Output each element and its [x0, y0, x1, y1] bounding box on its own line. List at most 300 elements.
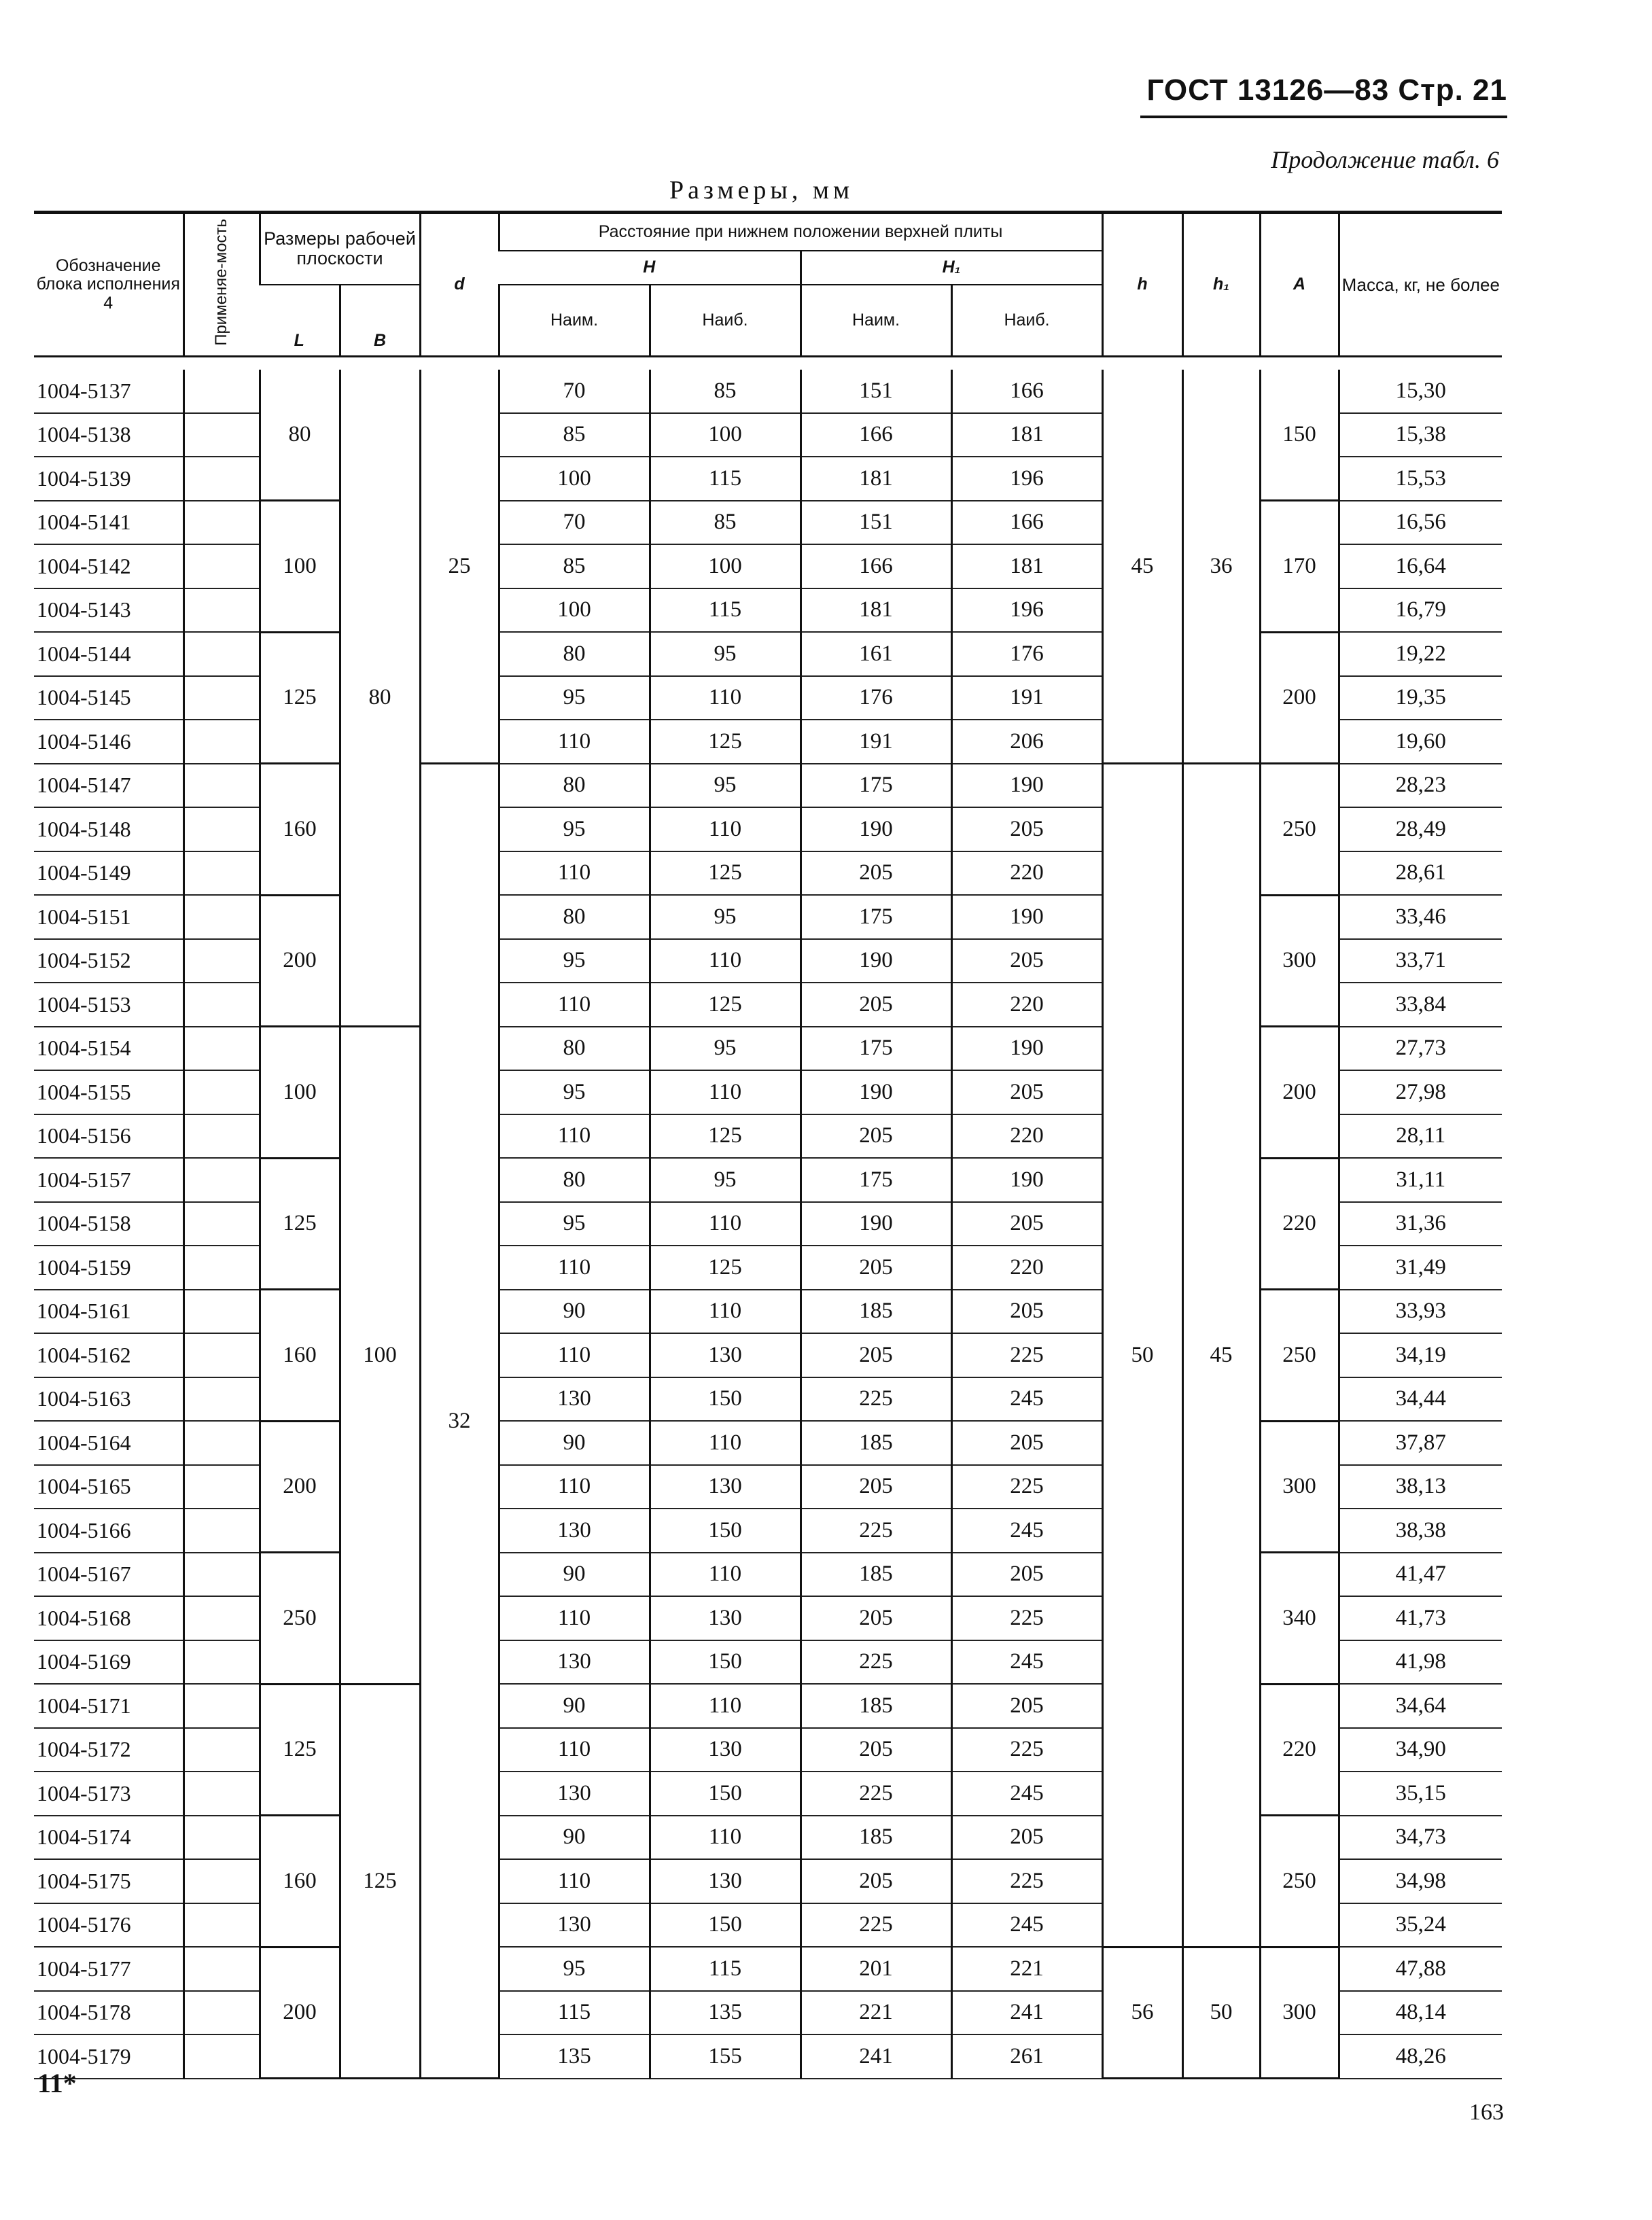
footer-signature-mark: 11* [37, 2068, 77, 2098]
cell-H1-max: 176 [951, 632, 1102, 676]
cell-applicability [183, 1991, 260, 2035]
cell-H-min: 130 [499, 1509, 650, 1553]
cell-mass: 19,35 [1339, 676, 1502, 720]
cell-H-max: 130 [650, 1333, 801, 1377]
cell-mass: 28,49 [1339, 807, 1502, 851]
cell-designation: 1004-5151 [34, 895, 183, 939]
cell-designation: 1004-5156 [34, 1114, 183, 1159]
cell-mass: 15,53 [1339, 457, 1502, 501]
cell-designation: 1004-5152 [34, 939, 183, 983]
col-designation: Обозначение блока исполнения 4 [34, 213, 183, 357]
cell-designation: 1004-5138 [34, 413, 183, 457]
cell-L: 250 [260, 1553, 340, 1685]
cell-H1-max: 245 [951, 1903, 1102, 1948]
cell-H1-max: 205 [951, 939, 1102, 983]
cell-L: 200 [260, 1947, 340, 2079]
cell-applicability [183, 1027, 260, 1071]
cell-H-max: 110 [650, 1553, 801, 1597]
cell-mass: 38,38 [1339, 1509, 1502, 1553]
cell-H-min: 130 [499, 1772, 650, 1816]
table-body [34, 357, 1502, 2079]
col-applicability-label: Применяе-мость [211, 219, 230, 347]
table-continuation-label: Продолжение табл. 6 [1271, 146, 1499, 173]
table-row [34, 370, 1502, 413]
cell-applicability [183, 1421, 260, 1465]
cell-A: 250 [1260, 1816, 1339, 1948]
cell-H1-max: 205 [951, 807, 1102, 851]
cell-designation: 1004-5143 [34, 588, 183, 633]
cell-applicability [183, 1772, 260, 1816]
col-B: B [340, 285, 420, 357]
cell-h1: 36 [1182, 370, 1260, 764]
cell-H1-min: 166 [801, 413, 951, 457]
cell-H1-max: 245 [951, 1640, 1102, 1685]
col-H-max: Наиб. [650, 285, 801, 357]
col-L: L [260, 285, 340, 357]
cell-L: 200 [260, 895, 340, 1027]
cell-H-min: 80 [499, 1158, 650, 1202]
cell-H1-min: 241 [801, 2034, 951, 2079]
cell-H-min: 110 [499, 1114, 650, 1159]
cell-mass: 34,90 [1339, 1728, 1502, 1772]
cell-H-min: 130 [499, 1377, 650, 1422]
table-row [34, 632, 1502, 676]
cell-H1-min: 175 [801, 1027, 951, 1071]
cell-mass: 28,61 [1339, 851, 1502, 896]
col-H-min: Наим. [499, 285, 650, 357]
cell-H-max: 125 [650, 1114, 801, 1159]
cell-designation: 1004-5158 [34, 1202, 183, 1246]
cell-designation: 1004-5178 [34, 1991, 183, 2035]
cell-H-max: 150 [650, 1772, 801, 1816]
cell-applicability [183, 1290, 260, 1334]
cell-applicability [183, 1333, 260, 1377]
cell-H-min: 85 [499, 544, 650, 588]
cell-H1-min: 190 [801, 1070, 951, 1114]
cell-applicability [183, 720, 260, 764]
col-A: A [1260, 213, 1339, 357]
cell-L: 125 [260, 1684, 340, 1816]
cell-mass: 28,11 [1339, 1114, 1502, 1159]
cell-applicability [183, 1947, 260, 1991]
cell-applicability [183, 1070, 260, 1114]
cell-designation: 1004-5171 [34, 1684, 183, 1728]
cell-H-min: 110 [499, 1465, 650, 1509]
cell-designation: 1004-5173 [34, 1772, 183, 1816]
cell-H-max: 130 [650, 1465, 801, 1509]
cell-mass: 31,11 [1339, 1158, 1502, 1202]
cell-designation: 1004-5164 [34, 1421, 183, 1465]
cell-H-max: 115 [650, 1947, 801, 1991]
cell-H1-max: 205 [951, 1070, 1102, 1114]
cell-applicability [183, 1377, 260, 1422]
cell-applicability [183, 588, 260, 633]
cell-A: 300 [1260, 895, 1339, 1027]
cell-H-min: 80 [499, 764, 650, 808]
cell-H1-min: 201 [801, 1947, 951, 1991]
cell-applicability [183, 2034, 260, 2079]
cell-H-max: 110 [650, 807, 801, 851]
table-row [34, 1684, 1502, 1728]
cell-H-min: 90 [499, 1553, 650, 1597]
cell-H-max: 155 [650, 2034, 801, 2079]
cell-H1-min: 175 [801, 1158, 951, 1202]
cell-H-min: 110 [499, 1596, 650, 1640]
cell-H1-max: 225 [951, 1465, 1102, 1509]
col-H1-min: Наим. [801, 285, 951, 357]
col-distance: Расстояние при нижнем положении верхней плиты [499, 213, 1102, 251]
cell-mass: 37,87 [1339, 1421, 1502, 1465]
page-number: 163 [1469, 2100, 1504, 2125]
cell-H1-min: 225 [801, 1509, 951, 1553]
cell-mass: 41,47 [1339, 1553, 1502, 1597]
cell-H-max: 150 [650, 1509, 801, 1553]
cell-H-max: 110 [650, 676, 801, 720]
cell-designation: 1004-5159 [34, 1246, 183, 1290]
cell-H1-min: 225 [801, 1903, 951, 1948]
cell-H-max: 110 [650, 1816, 801, 1860]
cell-mass: 34,44 [1339, 1377, 1502, 1422]
cell-mass: 47,88 [1339, 1947, 1502, 1991]
cell-designation: 1004-5168 [34, 1596, 183, 1640]
cell-H-max: 95 [650, 895, 801, 939]
cell-H1-max: 220 [951, 851, 1102, 896]
cell-H1-min: 205 [801, 1596, 951, 1640]
cell-H-min: 70 [499, 370, 650, 413]
page-header-title: ГОСТ 13126—83 Стр. 21 [1146, 73, 1507, 107]
cell-H-max: 100 [650, 413, 801, 457]
table-row [34, 764, 1502, 808]
table-row [34, 1027, 1502, 1071]
cell-A: 250 [1260, 1290, 1339, 1422]
cell-mass: 16,64 [1339, 544, 1502, 588]
cell-A: 300 [1260, 1421, 1339, 1553]
cell-H1-max: 181 [951, 544, 1102, 588]
cell-H-max: 110 [650, 1684, 801, 1728]
col-applicability [183, 213, 260, 357]
cell-B: 100 [340, 1027, 420, 1685]
cell-applicability [183, 851, 260, 896]
cell-h: 50 [1102, 764, 1182, 1948]
cell-mass: 41,98 [1339, 1640, 1502, 1685]
cell-mass: 33,71 [1339, 939, 1502, 983]
cell-H1-min: 225 [801, 1772, 951, 1816]
cell-H1-max: 196 [951, 588, 1102, 633]
cell-H-min: 95 [499, 807, 650, 851]
cell-L: 200 [260, 1421, 340, 1553]
cell-L: 160 [260, 764, 340, 896]
cell-H1-min: 205 [801, 1246, 951, 1290]
cell-designation: 1004-5157 [34, 1158, 183, 1202]
cell-H-max: 95 [650, 764, 801, 808]
cell-H-min: 110 [499, 851, 650, 896]
cell-H-max: 95 [650, 1027, 801, 1071]
cell-mass: 33,93 [1339, 1290, 1502, 1334]
cell-H1-min: 205 [801, 1859, 951, 1903]
cell-mass: 15,38 [1339, 413, 1502, 457]
cell-B: 80 [340, 370, 420, 1027]
cell-H-max: 125 [650, 983, 801, 1027]
cell-applicability [183, 501, 260, 545]
table-row [34, 895, 1502, 939]
cell-applicability [183, 1246, 260, 1290]
cell-H1-max: 225 [951, 1728, 1102, 1772]
cell-H-max: 125 [650, 1246, 801, 1290]
cell-H-max: 110 [650, 1070, 801, 1114]
cell-applicability [183, 457, 260, 501]
cell-H1-min: 175 [801, 895, 951, 939]
cell-H-max: 110 [650, 1290, 801, 1334]
cell-h: 56 [1102, 1947, 1182, 2079]
cell-designation: 1004-5163 [34, 1377, 183, 1422]
cell-A: 200 [1260, 632, 1339, 764]
cell-A: 340 [1260, 1553, 1339, 1685]
cell-H1-min: 185 [801, 1816, 951, 1860]
cell-designation: 1004-5179 [34, 2034, 183, 2079]
cell-H1-max: 190 [951, 1158, 1102, 1202]
cell-H-min: 80 [499, 1027, 650, 1071]
cell-applicability [183, 1859, 260, 1903]
cell-applicability [183, 807, 260, 851]
cell-H-max: 115 [650, 588, 801, 633]
cell-H-min: 95 [499, 676, 650, 720]
cell-H1-max: 190 [951, 895, 1102, 939]
cell-L: 125 [260, 632, 340, 764]
cell-H-min: 90 [499, 1816, 650, 1860]
cell-designation: 1004-5144 [34, 632, 183, 676]
cell-designation: 1004-5153 [34, 983, 183, 1027]
cell-H1-min: 151 [801, 370, 951, 413]
cell-designation: 1004-5148 [34, 807, 183, 851]
cell-h1: 45 [1182, 764, 1260, 1948]
cell-designation: 1004-5141 [34, 501, 183, 545]
cell-H-min: 90 [499, 1684, 650, 1728]
table-row [34, 1816, 1502, 1860]
cell-applicability [183, 544, 260, 588]
cell-H-min: 70 [499, 501, 650, 545]
cell-H-min: 95 [499, 939, 650, 983]
cell-H1-max: 205 [951, 1290, 1102, 1334]
col-d: d [420, 213, 499, 357]
cell-mass: 35,15 [1339, 1772, 1502, 1816]
cell-H-min: 130 [499, 1640, 650, 1685]
cell-H1-min: 161 [801, 632, 951, 676]
cell-designation: 1004-5162 [34, 1333, 183, 1377]
cell-A: 220 [1260, 1158, 1339, 1290]
cell-L: 160 [260, 1816, 340, 1948]
cell-H-max: 110 [650, 1202, 801, 1246]
cell-H-max: 130 [650, 1728, 801, 1772]
cell-H1-max: 191 [951, 676, 1102, 720]
cell-applicability [183, 1596, 260, 1640]
cell-H1-min: 191 [801, 720, 951, 764]
cell-mass: 34,64 [1339, 1684, 1502, 1728]
cell-H-max: 150 [650, 1903, 801, 1948]
cell-H1-min: 225 [801, 1377, 951, 1422]
cell-H-max: 85 [650, 501, 801, 545]
cell-H-min: 80 [499, 895, 650, 939]
cell-mass: 38,13 [1339, 1465, 1502, 1509]
cell-applicability [183, 1465, 260, 1509]
cell-mass: 16,79 [1339, 588, 1502, 633]
cell-mass: 48,26 [1339, 2034, 1502, 2079]
cell-designation: 1004-5161 [34, 1290, 183, 1334]
cell-applicability [183, 1816, 260, 1860]
col-h1: h₁ [1182, 213, 1260, 357]
cell-H1-min: 205 [801, 1728, 951, 1772]
cell-H1-min: 185 [801, 1421, 951, 1465]
cell-H1-max: 206 [951, 720, 1102, 764]
cell-H1-min: 151 [801, 501, 951, 545]
cell-H1-min: 190 [801, 1202, 951, 1246]
cell-H1-max: 205 [951, 1553, 1102, 1597]
cell-mass: 27,73 [1339, 1027, 1502, 1071]
cell-A: 220 [1260, 1684, 1339, 1816]
cell-applicability [183, 764, 260, 808]
cell-H-max: 125 [650, 720, 801, 764]
cell-designation: 1004-5149 [34, 851, 183, 896]
cell-designation: 1004-5154 [34, 1027, 183, 1071]
cell-A: 250 [1260, 764, 1339, 896]
cell-designation: 1004-5146 [34, 720, 183, 764]
cell-d: 25 [420, 370, 499, 764]
cell-H1-max: 190 [951, 1027, 1102, 1071]
cell-L: 160 [260, 1290, 340, 1422]
cell-h1: 50 [1182, 1947, 1260, 2079]
table-row [34, 1947, 1502, 1991]
cell-H-min: 80 [499, 632, 650, 676]
cell-H1-min: 190 [801, 939, 951, 983]
cell-designation: 1004-5169 [34, 1640, 183, 1685]
cell-A: 170 [1260, 501, 1339, 633]
cell-H-min: 90 [499, 1290, 650, 1334]
cell-H1-min: 185 [801, 1553, 951, 1597]
cell-H1-max: 220 [951, 1114, 1102, 1159]
cell-H-min: 110 [499, 1333, 650, 1377]
cell-mass: 33,84 [1339, 983, 1502, 1027]
cell-H-min: 100 [499, 588, 650, 633]
cell-mass: 48,14 [1339, 1991, 1502, 2035]
cell-H-max: 100 [650, 544, 801, 588]
cell-H1-min: 166 [801, 544, 951, 588]
cell-designation: 1004-5177 [34, 1947, 183, 1991]
cell-H-min: 110 [499, 983, 650, 1027]
cell-H-min: 110 [499, 1859, 650, 1903]
cell-H-min: 95 [499, 1202, 650, 1246]
cell-applicability [183, 1158, 260, 1202]
cell-mass: 41,73 [1339, 1596, 1502, 1640]
cell-mass: 28,23 [1339, 764, 1502, 808]
cell-H-min: 95 [499, 1070, 650, 1114]
cell-mass: 31,36 [1339, 1202, 1502, 1246]
cell-applicability [183, 1684, 260, 1728]
cell-designation: 1004-5147 [34, 764, 183, 808]
cell-h: 45 [1102, 370, 1182, 764]
cell-d: 32 [420, 764, 499, 2079]
cell-H1-min: 181 [801, 457, 951, 501]
cell-H-max: 125 [650, 851, 801, 896]
cell-H1-max: 205 [951, 1816, 1102, 1860]
cell-applicability [183, 1114, 260, 1159]
cell-applicability [183, 676, 260, 720]
cell-designation: 1004-5166 [34, 1509, 183, 1553]
cell-H1-min: 205 [801, 1333, 951, 1377]
cell-H1-max: 225 [951, 1596, 1102, 1640]
cell-H1-min: 176 [801, 676, 951, 720]
table-units-caption: Размеры, мм [669, 176, 854, 205]
cell-A: 150 [1260, 370, 1339, 501]
cell-applicability [183, 1903, 260, 1948]
cell-H1-min: 205 [801, 851, 951, 896]
cell-mass: 35,24 [1339, 1903, 1502, 1948]
cell-L: 125 [260, 1158, 340, 1290]
cell-applicability [183, 632, 260, 676]
cell-H-min: 90 [499, 1421, 650, 1465]
cell-H-min: 100 [499, 457, 650, 501]
cell-H1-min: 175 [801, 764, 951, 808]
cell-H-max: 150 [650, 1640, 801, 1685]
cell-mass: 19,60 [1339, 720, 1502, 764]
cell-applicability [183, 1728, 260, 1772]
cell-H1-min: 221 [801, 1991, 951, 2035]
cell-A: 200 [1260, 1027, 1339, 1159]
cell-H-max: 110 [650, 1421, 801, 1465]
cell-H-min: 130 [499, 1903, 650, 1948]
header-gap [34, 357, 1502, 370]
table-row [34, 1553, 1502, 1597]
cell-designation: 1004-5139 [34, 457, 183, 501]
cell-H-max: 130 [650, 1859, 801, 1903]
cell-designation: 1004-5145 [34, 676, 183, 720]
cell-H1-max: 205 [951, 1202, 1102, 1246]
cell-H-min: 95 [499, 1947, 650, 1991]
cell-H1-max: 166 [951, 370, 1102, 413]
cell-L: 80 [260, 370, 340, 501]
cell-mass: 31,49 [1339, 1246, 1502, 1290]
cell-H1-max: 205 [951, 1421, 1102, 1465]
cell-applicability [183, 1509, 260, 1553]
cell-H1-max: 245 [951, 1377, 1102, 1422]
cell-H1-min: 205 [801, 983, 951, 1027]
col-h: h [1102, 213, 1182, 357]
cell-H1-max: 245 [951, 1509, 1102, 1553]
cell-H1-max: 181 [951, 413, 1102, 457]
cell-H1-max: 221 [951, 1947, 1102, 1991]
cell-mass: 34,19 [1339, 1333, 1502, 1377]
cell-mass: 27,98 [1339, 1070, 1502, 1114]
cell-designation: 1004-5176 [34, 1903, 183, 1948]
cell-H1-max: 241 [951, 1991, 1102, 2035]
cell-H1-min: 205 [801, 1114, 951, 1159]
cell-mass: 33,46 [1339, 895, 1502, 939]
cell-designation: 1004-5175 [34, 1859, 183, 1903]
cell-applicability [183, 1640, 260, 1685]
col-H1-max: Наиб. [951, 285, 1102, 357]
cell-H1-max: 261 [951, 2034, 1102, 2079]
cell-H1-max: 166 [951, 501, 1102, 545]
col-H: H [499, 251, 801, 285]
table-row [34, 501, 1502, 545]
cell-applicability [183, 895, 260, 939]
cell-applicability [183, 983, 260, 1027]
cell-designation: 1004-5142 [34, 544, 183, 588]
cell-H-max: 115 [650, 457, 801, 501]
cell-H-min: 85 [499, 413, 650, 457]
cell-B: 125 [340, 1684, 420, 2079]
table-row [34, 1421, 1502, 1465]
cell-H-min: 115 [499, 1991, 650, 2035]
cell-designation: 1004-5165 [34, 1465, 183, 1509]
